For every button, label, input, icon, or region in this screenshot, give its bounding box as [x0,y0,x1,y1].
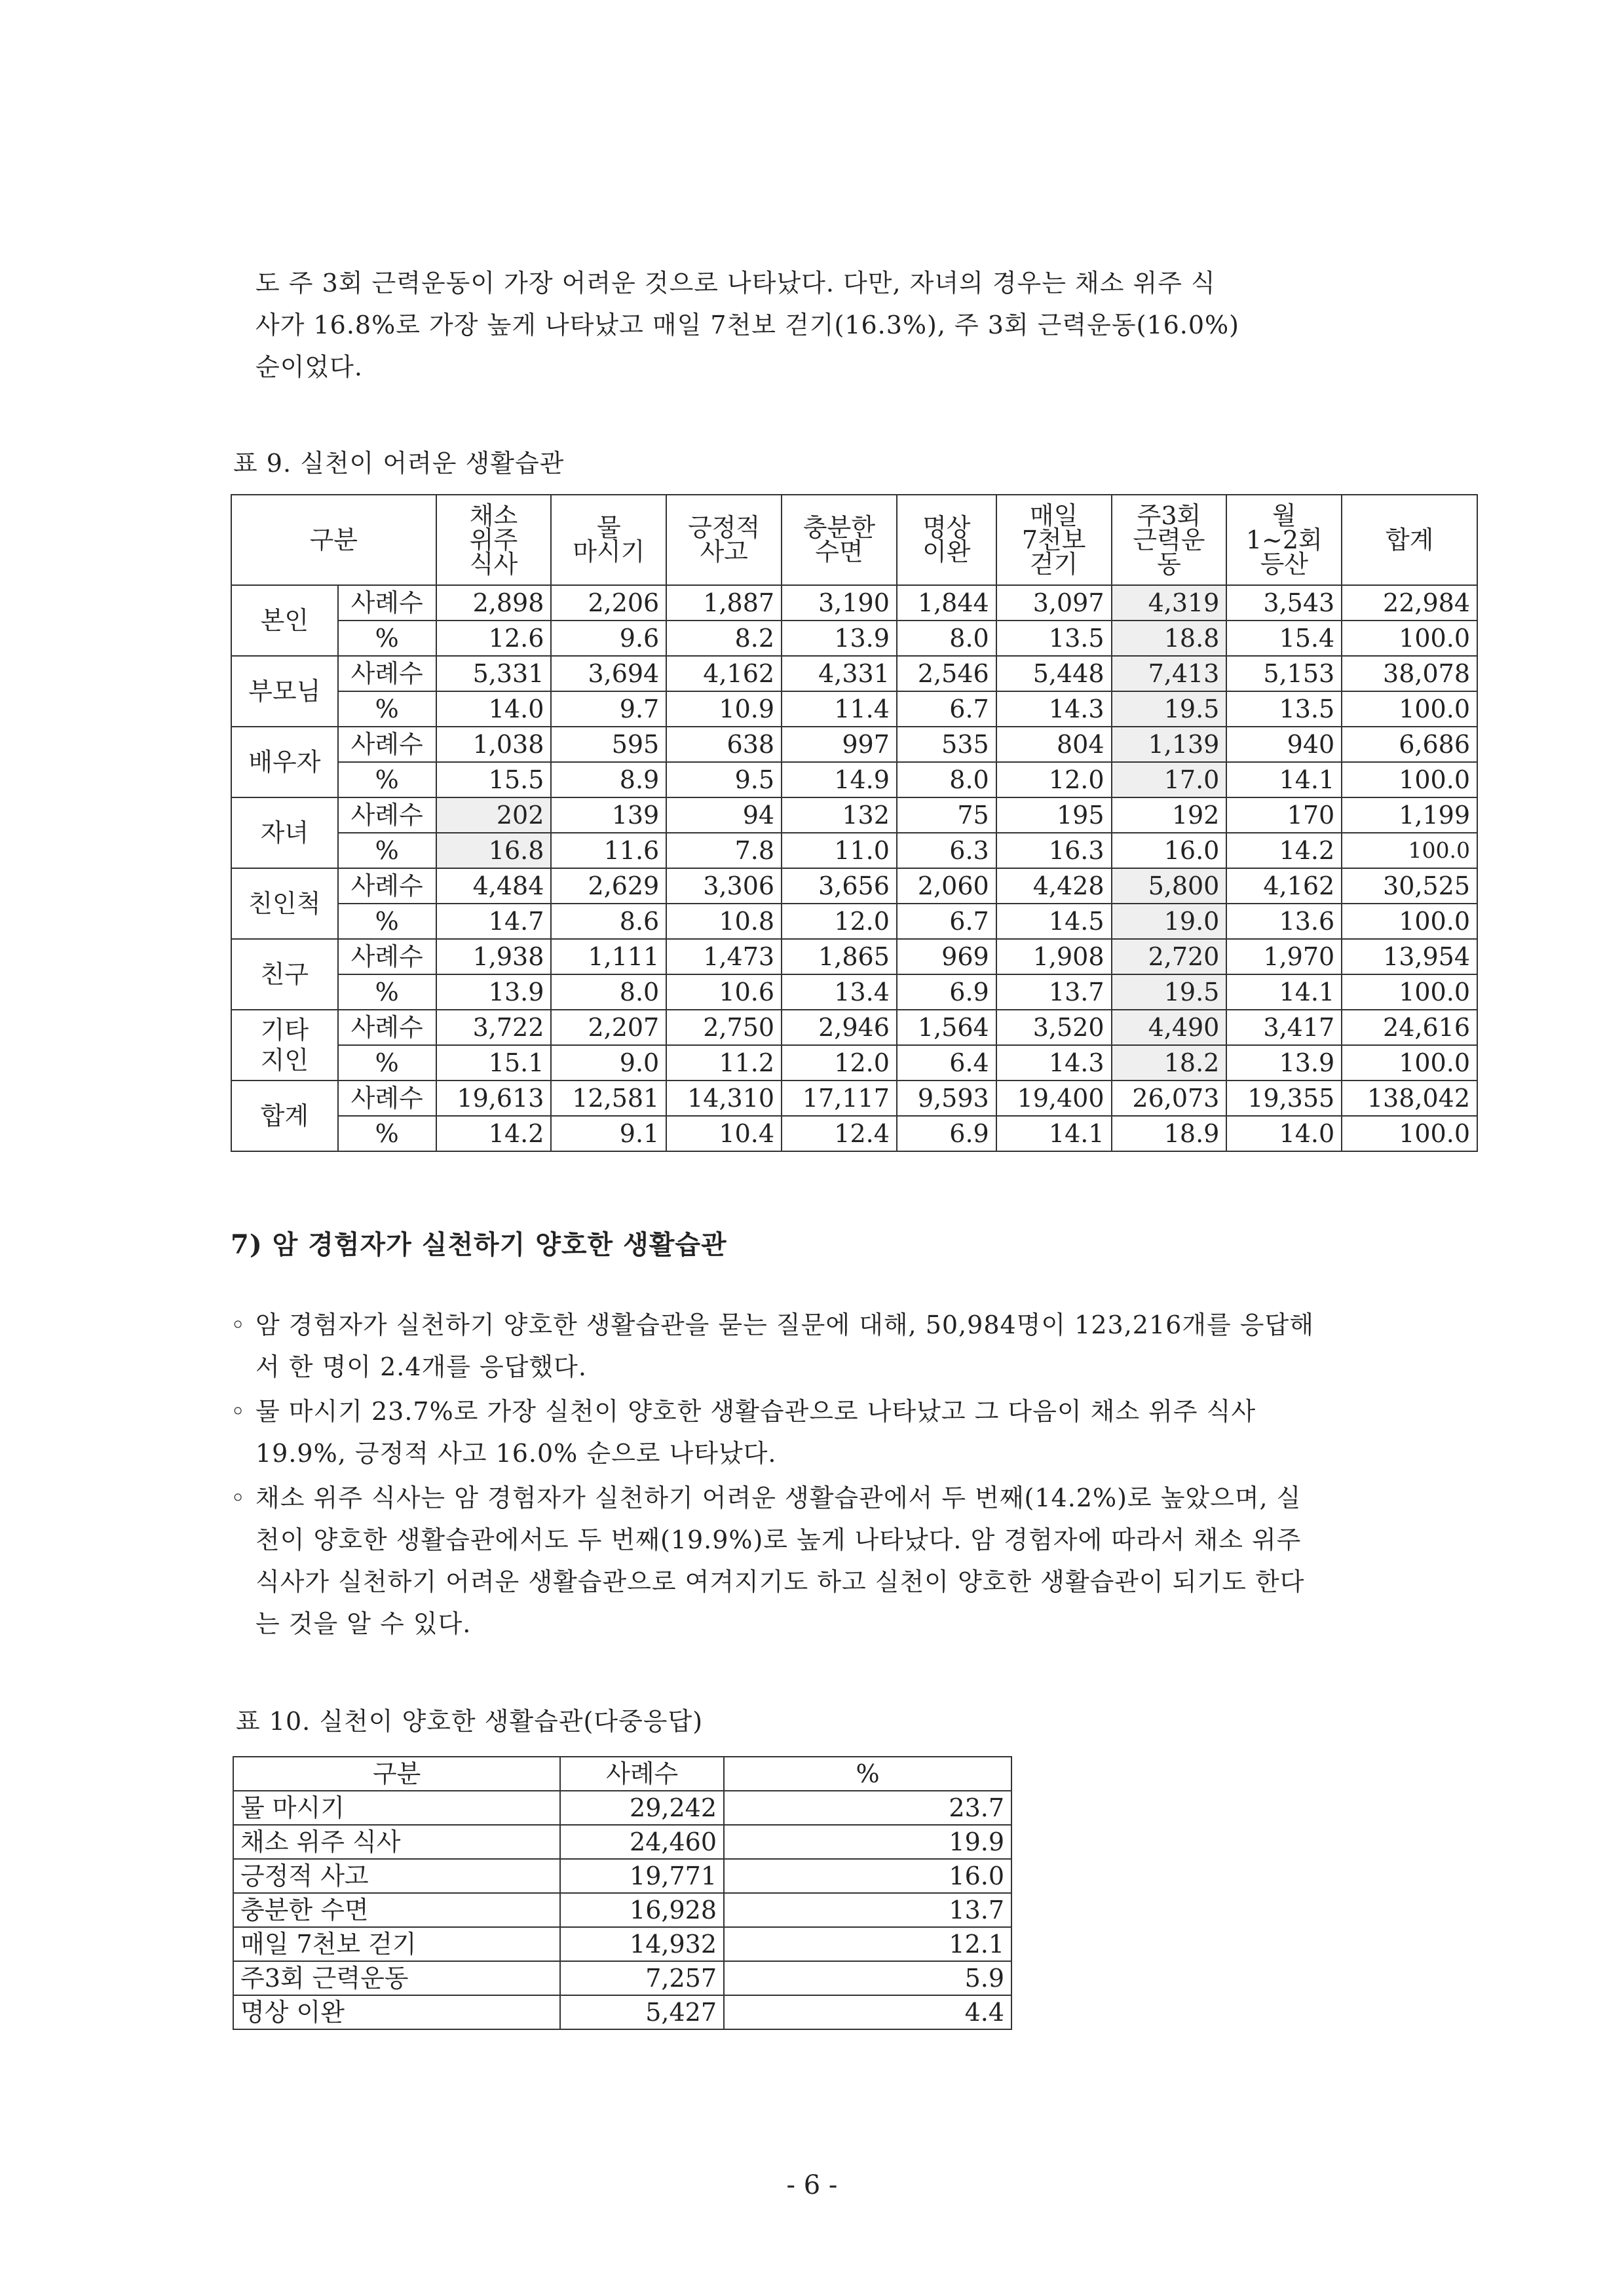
table9-value-cell: 192 [1112,797,1227,833]
table9-value-cell: 12.0 [996,762,1112,797]
table9-value-cell: 12.4 [782,1116,897,1151]
table10-cell: 16,928 [560,1893,724,1927]
table10-cell: 14,932 [560,1927,724,1961]
bullet-line: 19.9%, 긍정적 사고 16.0% 순으로 나타났다. [255,1439,777,1468]
table9-group-label [231,656,338,727]
table9-value-cell: 4,490 [1112,1010,1227,1045]
table9-value-cell: 4,162 [666,656,782,691]
table9-value-cell: 18.9 [1112,1116,1227,1151]
table9-value-cell: 1,844 [897,585,996,621]
table9-value-cell: 3,520 [996,1010,1112,1045]
table9-value-cell: 132 [782,797,897,833]
column-header-line: 사고 [700,537,748,566]
table10-cell: 4.4 [724,1995,1011,2029]
table9-value-cell: 19.5 [1112,691,1227,727]
intro-line: 순이었다. [255,353,363,381]
table9-value-cell: 19.5 [1112,974,1227,1010]
table9-value-cell: 195 [996,797,1112,833]
table9-value-cell: 9,593 [897,1081,996,1116]
table9-row [231,833,1477,868]
page-number: - 6 - [786,2170,838,2200]
table9-value-cell: 804 [996,727,1112,762]
table9-value-cell: 2,207 [551,1010,666,1045]
table9-value-cell: 5,153 [1226,656,1342,691]
table9-value-cell: 15.5 [436,762,552,797]
table9-value-cell: 100.0 [1342,1045,1477,1081]
table9-value-cell: 8.6 [551,904,666,939]
table9-value-cell: 5,448 [996,656,1112,691]
table9-row [231,797,1477,833]
table9-value-cell: 8.0 [897,621,996,656]
bullet-item [231,1477,1397,1645]
table10-row [233,1893,1011,1927]
table9-sub-label: 사례수 [338,727,436,762]
column-header-line: 위주 [469,525,518,554]
table9-value-cell: 6.7 [897,904,996,939]
table10-cell: 물 마시기 [233,1791,560,1825]
table10-caption: 표 10. 실천이 양호한 생활습관(다중응답) [236,1707,704,1736]
column-header-line: 식사 [469,549,518,579]
table9-value-cell: 14.1 [996,1116,1112,1151]
table9-value-cell: 4,484 [436,868,552,904]
table9-group-label [231,727,338,797]
table9-value-cell: 5,331 [436,656,552,691]
bullet-item [231,1304,1397,1388]
bullet-line: 서 한 명이 2.4개를 응답했다. [255,1352,587,1381]
table10-cell: 23.7 [724,1791,1011,1825]
table9-caption: 표 9. 실천이 어려운 생활습관 [233,449,565,478]
table9-value-cell: 94 [666,797,782,833]
table9-value-cell: 1,111 [551,939,666,974]
table9-row [231,621,1477,656]
table9-value-cell: 969 [897,939,996,974]
table9-value-cell: 16.0 [1112,833,1227,868]
table9-row [231,904,1477,939]
table9-value-cell: 1,564 [897,1010,996,1045]
table9-row [231,762,1477,797]
bullet-line: 천이 양호한 생활습관에서도 두 번째(19.9%)로 높게 나타났다. 암 경험자에 따라서 채소 위주 [255,1525,1302,1554]
column-header-line: 7천보 [1021,525,1086,554]
bullet-mark: ◦ [231,1311,246,1339]
table9-value-cell: 6.3 [897,833,996,868]
table9-value-cell: 2,750 [666,1010,782,1045]
table9-group-label [231,868,338,939]
table9-column-header [1112,495,1227,585]
table10-header-row [233,1757,1011,1791]
table9-value-cell: 14,310 [666,1081,782,1116]
table9-value-cell: 1,887 [666,585,782,621]
table9-value-cell: 19,400 [996,1081,1112,1116]
table9-sub-label: 사례수 [338,1010,436,1045]
table9-value-cell: 18.2 [1112,1045,1227,1081]
table9-value-cell: 14.0 [436,691,552,727]
group-label-line: 배우자 [248,748,321,776]
table10-cell: 16.0 [724,1859,1011,1893]
table10-header-cell: 구분 [233,1757,560,1791]
table9-value-cell: 6.9 [897,974,996,1010]
table9-value-cell: 22,984 [1342,585,1477,621]
column-header-line: 1~2회 [1245,525,1323,554]
table9-group-label [231,585,338,656]
table9-sub-label: 사례수 [338,656,436,691]
table10-cell: 5.9 [724,1961,1011,1995]
table9-value-cell: 6,686 [1342,727,1477,762]
column-header-line: 충분한 [803,513,876,542]
table10-cell: 19.9 [724,1825,1011,1859]
table9-row [231,868,1477,904]
group-label-line: 합계 [260,1101,309,1130]
table9-value-cell: 1,970 [1226,939,1342,974]
group-label-line: 부모님 [248,677,321,706]
table9-value-cell: 595 [551,727,666,762]
table9-column-header [666,495,782,585]
table9-value-cell: 17,117 [782,1081,897,1116]
table9-value-cell: 7,413 [1112,656,1227,691]
intro-paragraph [255,262,1395,388]
table9-row [231,1010,1477,1045]
table9-value-cell: 6.9 [897,1116,996,1151]
bullet-mark: ◦ [231,1483,246,1512]
table9-value-cell: 17.0 [1112,762,1227,797]
table9-value-cell: 9.5 [666,762,782,797]
table9-value-cell: 11.4 [782,691,897,727]
table10-cell: 24,460 [560,1825,724,1859]
table10-cell: 7,257 [560,1961,724,1995]
table9-value-cell: 19,355 [1226,1081,1342,1116]
table9-value-cell: 12.0 [782,904,897,939]
bullet-item [231,1390,1397,1474]
table9-sub-label: % [338,691,436,727]
table10-cell: 29,242 [560,1791,724,1825]
table9-value-cell: 13.7 [996,974,1112,1010]
table9-value-cell: 9.7 [551,691,666,727]
table9-value-cell: 100.0 [1342,1116,1477,1151]
table9-value-cell: 14.2 [436,1116,552,1151]
bullet-mark: ◦ [231,1397,246,1426]
table9-value-cell: 3,306 [666,868,782,904]
table9-corner-cell: 구분 [231,495,436,585]
table9-group-label [231,939,338,1010]
table9-value-cell: 6.4 [897,1045,996,1081]
table9-column-header [782,495,897,585]
table9-value-cell: 3,543 [1226,585,1342,621]
table10-row [233,1927,1011,1961]
table9-value-cell: 26,073 [1112,1081,1227,1116]
table9-value-cell: 19.0 [1112,904,1227,939]
table9-value-cell: 4,428 [996,868,1112,904]
table9-value-cell: 202 [436,797,552,833]
table9-value-cell: 997 [782,727,897,762]
table9-value-cell: 8.0 [897,762,996,797]
table9-value-cell: 4,331 [782,656,897,691]
table10-cell: 충분한 수면 [233,1893,560,1927]
table9-value-cell: 100.0 [1342,691,1477,727]
column-header-line: 긍정적 [688,513,761,542]
table9-sub-label: 사례수 [338,868,436,904]
intro-line: 도 주 3회 근력운동이 가장 어려운 것으로 나타났다. 다만, 자녀의 경우는 채소 위주 식 [255,269,1216,297]
table10-cell: 5,427 [560,1995,724,2029]
table9-column-header [996,495,1112,585]
table9-value-cell: 2,206 [551,585,666,621]
table9-value-cell: 13.9 [782,621,897,656]
group-label-line: 친인척 [248,889,321,918]
table9-value-cell: 30,525 [1342,868,1477,904]
table9-value-cell: 7.8 [666,833,782,868]
table9-sub-label: % [338,904,436,939]
table9-sub-label: 사례수 [338,797,436,833]
table9-row [231,1116,1477,1151]
table9-value-cell: 8.0 [551,974,666,1010]
table10-row [233,1961,1011,1995]
table9-value-cell: 24,616 [1342,1010,1477,1045]
table9-row [231,939,1477,974]
table9-row [231,691,1477,727]
table9-value-cell: 14.3 [996,1045,1112,1081]
table9-column-header [551,495,666,585]
table9-value-cell: 13.9 [436,974,552,1010]
column-header-line: 수면 [815,537,863,566]
table10-row [233,1995,1011,2029]
section-heading: 7) 암 경험자가 실천하기 양호한 생활습관 [231,1229,727,1260]
table10-row [233,1825,1011,1859]
column-header-line: 걷기 [1029,549,1078,579]
table9-sub-label: % [338,762,436,797]
table10-cell: 19,771 [560,1859,724,1893]
table9-value-cell: 4,319 [1112,585,1227,621]
table9-value-cell: 4,162 [1226,868,1342,904]
table9-value-cell: 10.8 [666,904,782,939]
table10-row [233,1791,1011,1825]
table9-value-cell: 1,199 [1342,797,1477,833]
table9-value-cell: 1,139 [1112,727,1227,762]
table9-value-cell: 11.2 [666,1045,782,1081]
table9-value-cell: 12.0 [782,1045,897,1081]
table9-value-cell: 100.0 [1342,833,1477,868]
table9-value-cell: 14.1 [1226,762,1342,797]
table9-value-cell: 12.6 [436,621,552,656]
group-label-line: 본인 [260,606,309,635]
column-header-line: 마시기 [573,537,645,566]
table9-value-cell: 10.4 [666,1116,782,1151]
column-header-line: 이완 [922,537,971,566]
table9-value-cell: 3,417 [1226,1010,1342,1045]
table9-value-cell: 16.8 [436,833,552,868]
table9-value-cell: 13.4 [782,974,897,1010]
table9-value-cell: 138,042 [1342,1081,1477,1116]
table9-group-label [231,1081,338,1151]
table9-value-cell: 14.5 [996,904,1112,939]
table9-value-cell: 9.0 [551,1045,666,1081]
column-header-line: 근력운 [1133,525,1205,554]
table9-value-cell: 535 [897,727,996,762]
table9-value-cell: 5,800 [1112,868,1227,904]
table9-value-cell: 2,546 [897,656,996,691]
group-label-line: 자녀 [260,818,309,847]
section-bullets [231,1304,1397,1647]
bullet-line: 채소 위주 식사는 암 경험자가 실천하기 어려운 생활습관에서 두 번째(14.2%)로 높았으며, 실 [255,1483,1302,1512]
table9-value-cell: 3,097 [996,585,1112,621]
table9-value-cell: 15.4 [1226,621,1342,656]
table9-sub-label: % [338,1045,436,1081]
table9-sub-label: % [338,621,436,656]
table9-value-cell: 11.0 [782,833,897,868]
table10-cell: 긍정적 사고 [233,1859,560,1893]
table9-value-cell: 10.9 [666,691,782,727]
table9-value-cell: 13,954 [1342,939,1477,974]
table9-value-cell: 3,656 [782,868,897,904]
column-header-line: 월 [1272,501,1296,530]
table9-column-header [436,495,552,585]
table9-value-cell: 14.1 [1226,974,1342,1010]
table9-value-cell: 19,613 [436,1081,552,1116]
table10-cell: 주3회 근력운동 [233,1961,560,1995]
table9-value-cell: 2,060 [897,868,996,904]
table9-value-cell: 638 [666,727,782,762]
table9-row [231,1081,1477,1116]
table9-value-cell: 3,190 [782,585,897,621]
table9-value-cell: 14.2 [1226,833,1342,868]
table9-value-cell: 2,720 [1112,939,1227,974]
table9-value-cell: 2,946 [782,1010,897,1045]
table9-value-cell: 14.3 [996,691,1112,727]
table10-cell: 13.7 [724,1893,1011,1927]
table10-cell: 명상 이완 [233,1995,560,2029]
table9-value-cell: 3,722 [436,1010,552,1045]
column-header-line: 동 [1157,549,1181,579]
table9-value-cell: 9.6 [551,621,666,656]
table9-value-cell: 1,938 [436,939,552,974]
table9-column-header [897,495,996,585]
bullet-line: 물 마시기 23.7%로 가장 실천이 양호한 생활습관으로 나타났고 그 다음이 채소 위주 식사 [255,1397,1256,1426]
table9-value-cell: 3,694 [551,656,666,691]
table9-row [231,727,1477,762]
table9-value-cell: 10.6 [666,974,782,1010]
intro-line: 사가 16.8%로 가장 높게 나타났고 매일 7천보 걷기(16.3%), 주 3회 근력운동(16.0%) [255,311,1239,339]
table9-value-cell: 14.7 [436,904,552,939]
table9-column-header [1342,495,1477,585]
group-label-line: 기타 [260,1016,309,1044]
table9-value-cell: 9.1 [551,1116,666,1151]
table9-header-row [231,495,1477,585]
table9-group-label [231,797,338,868]
table9-sub-label: 사례수 [338,585,436,621]
table9-value-cell: 6.7 [897,691,996,727]
table9-sub-label: % [338,833,436,868]
table9-value-cell: 13.9 [1226,1045,1342,1081]
table9-value-cell: 13.5 [1226,691,1342,727]
column-header-line: 등산 [1260,549,1308,579]
table10-cell: 매일 7천보 걷기 [233,1927,560,1961]
table9-value-cell: 940 [1226,727,1342,762]
table9-value-cell: 170 [1226,797,1342,833]
table9-value-cell: 2,898 [436,585,552,621]
table9-value-cell: 139 [551,797,666,833]
table9-value-cell: 12,581 [551,1081,666,1116]
table9-row [231,974,1477,1010]
column-header-line: 주3회 [1137,501,1201,530]
bullet-line: 식사가 실천하기 어려운 생활습관으로 여겨지기도 하고 실천이 양호한 생활습관이 되기도 한다 [255,1567,1305,1596]
table10-cell: 채소 위주 식사 [233,1825,560,1859]
group-label-line: 친구 [260,960,309,989]
group-label-line: 지인 [260,1046,309,1075]
table9-value-cell: 38,078 [1342,656,1477,691]
table9-row [231,585,1477,621]
column-header-line: 물 [596,513,621,542]
table9-value-cell: 11.6 [551,833,666,868]
table9-value-cell: 15.1 [436,1045,552,1081]
table9-value-cell: 14.9 [782,762,897,797]
table9-group-label [231,1010,338,1081]
table9-sub-label: % [338,1116,436,1151]
column-header-line: 매일 [1029,501,1078,530]
table10-header-cell: % [724,1757,1011,1791]
table10 [233,1756,1012,2030]
table9-sub-label: 사례수 [338,1081,436,1116]
table9-value-cell: 2,629 [551,868,666,904]
table9-value-cell: 1,038 [436,727,552,762]
bullet-line: 암 경험자가 실천하기 양호한 생활습관을 묻는 질문에 대해, 50,984명이 123,216개를 응답해 [255,1311,1314,1339]
column-header-line: 명상 [922,513,971,542]
table10-header-cell: 사례수 [560,1757,724,1791]
column-header-line: 채소 [469,501,518,530]
table9-value-cell: 1,908 [996,939,1112,974]
table9-row [231,656,1477,691]
table9-value-cell: 8.2 [666,621,782,656]
table9-value-cell: 8.9 [551,762,666,797]
table9-value-cell: 1,865 [782,939,897,974]
table10-row [233,1859,1011,1893]
table9-value-cell: 18.8 [1112,621,1227,656]
table9-value-cell: 13.5 [996,621,1112,656]
table9-value-cell: 100.0 [1342,762,1477,797]
table9-value-cell: 100.0 [1342,974,1477,1010]
table9-value-cell: 13.6 [1226,904,1342,939]
table9-sub-label: 사례수 [338,939,436,974]
table9 [231,494,1478,1152]
table9-value-cell: 16.3 [996,833,1112,868]
bullet-line: 는 것을 알 수 있다. [255,1609,472,1638]
table9-column-header [1226,495,1342,585]
table9-value-cell: 100.0 [1342,904,1477,939]
table9-value-cell: 14.0 [1226,1116,1342,1151]
table9-value-cell: 75 [897,797,996,833]
column-header-line: 합계 [1385,525,1434,554]
table9-row [231,1045,1477,1081]
table10-cell: 12.1 [724,1927,1011,1961]
table9-sub-label: % [338,974,436,1010]
table9-value-cell: 1,473 [666,939,782,974]
table9-value-cell: 100.0 [1342,621,1477,656]
